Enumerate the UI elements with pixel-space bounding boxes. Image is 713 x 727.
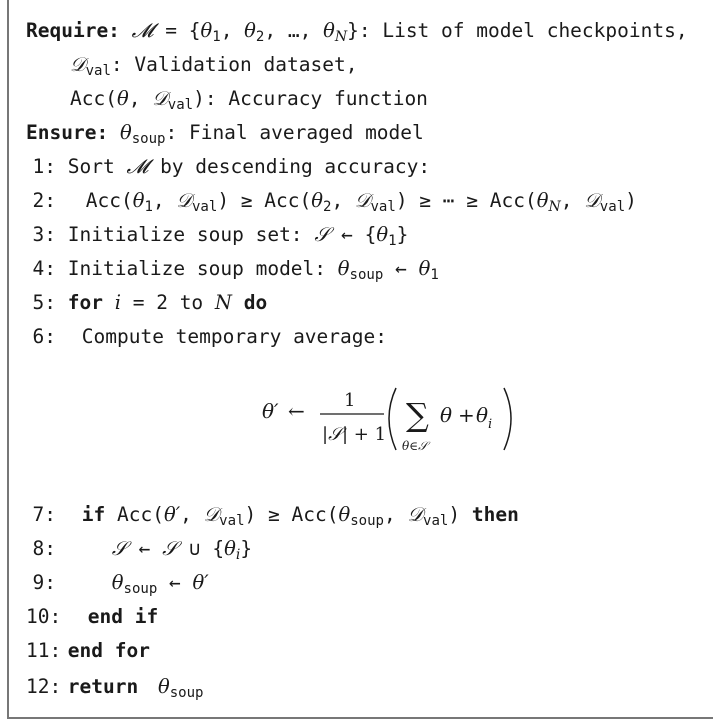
step-3 [26,218,408,252]
step-4 [26,252,439,286]
step-6 [26,320,387,354]
step-text: Initialize soup set: [67,223,303,246]
require-line [26,14,688,48]
svg-text:←: ← [288,399,305,423]
acc-function-math: Acc(θ, 𝒟$_{val}$) [70,87,205,114]
line-number: 9: [32,571,56,594]
step-1-tail: by descending accuracy: [160,155,431,178]
require-line-1-text: : List of model checkpoints, [358,19,688,42]
step-11 [26,634,150,668]
loop-limit: N [214,291,232,314]
require-line-2 [70,48,357,82]
step-10 [26,600,158,634]
step-1 [26,150,430,184]
line-number: 12: [26,675,62,698]
svg-text:i: i [488,417,493,432]
svg-text:∑: ∑ [406,396,429,434]
soup-set-update-math: 𝒮 ← 𝒮 ∪ $\{\theta_i\}$ [111,537,253,564]
if-keyword: if [81,503,106,526]
return-keyword: return [67,675,139,698]
line-number: 6: [32,325,56,348]
soup-model-update-math: $\theta_{soup}$ ← θ′ [111,571,209,598]
to-keyword: to [179,291,204,314]
return-value-math: $\theta_{soup}$ [157,675,204,702]
svg-text:+: + [458,403,475,427]
models-symbol: 𝓜 [126,155,149,178]
step-text: Compute temporary average: [81,325,387,348]
step-9 [26,566,209,600]
ensure-text: : Final averaged model [165,121,424,144]
then-keyword: then [471,503,519,526]
require-line-3 [70,82,428,116]
line-number: 4: [32,257,56,280]
line-number: 7: [32,503,56,526]
svg-text:θ: θ [440,403,453,427]
line-number: 5: [32,291,56,314]
svg-text:1: 1 [344,390,356,411]
step-text: Initialize soup model: [67,257,327,280]
line-number: 2: [32,189,56,212]
soup-set-init-math: 𝒮 ← $\{\theta_1\}$ [314,223,409,250]
for-keyword: for [67,291,103,314]
step-2 [26,184,637,218]
step-12 [26,670,204,704]
dval-math: 𝒟$_{val}$ [70,53,111,80]
svg-text:|𝒮| + 1: |𝒮| + 1 [322,424,387,445]
do-keyword: do [243,291,268,314]
line-number: 10: [26,605,62,628]
theta-soup-math: $\theta_{soup}$ [119,121,166,148]
svg-text:θ∈𝒮: θ∈𝒮 [402,439,428,453]
require-line-2-text: : Validation dataset, [110,53,358,76]
end-for-keyword: end for [67,639,150,662]
ensure-keyword: Ensure: [26,121,109,144]
require-keyword: Require: [26,19,120,42]
svg-text:θ′: θ′ [262,399,279,423]
models-set-math: 𝓜 = {$\theta_1$, $\theta_2$, …, $\theta_N$} [131,19,359,46]
svg-text:θ: θ [476,403,489,427]
step-7 [26,498,519,532]
step-5: 5: for i = 2 to N do [26,286,267,320]
soup-model-init-math: $\theta_{soup}$ ← $\theta_1$ [337,257,439,284]
loop-variable: i [114,291,121,314]
end-if-keyword: end if [87,605,159,628]
line-number: 11: [26,639,62,662]
require-line-3-text: : Accuracy function [204,87,428,110]
if-condition-math: Acc(θ′, 𝒟$_{val}$) ≥ $Acc(\theta_{soup}$, 𝒟$_{val}$) [116,503,461,530]
line-number: 1: [32,155,56,178]
accuracy-ordering-math: $Acc(\theta_1$, 𝒟$_{val}$) ≥ $Acc(\theta_2$, 𝒟$_{val}$) ≥ ⋯ ≥ $Acc(\theta_N$, 𝒟$_{val}$) [85,189,637,216]
temporary-average-formula [262,378,542,458]
step-8 [26,532,252,566]
step-text: Sort [67,155,115,178]
ensure-line [26,116,424,150]
line-number: 8: [32,537,56,560]
line-number: 3: [32,223,56,246]
